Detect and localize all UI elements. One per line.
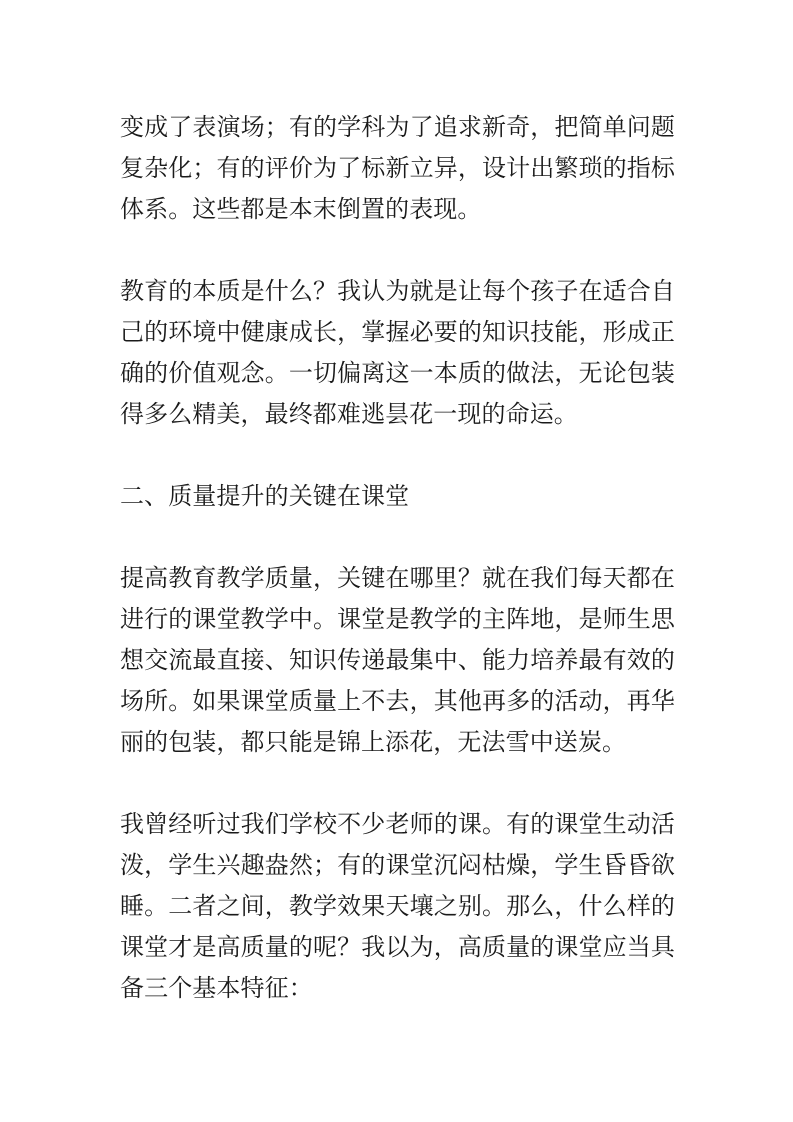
section-heading: 二、质量提升的关键在课堂 (120, 483, 410, 510)
body-paragraph-3: 提高教育教学质量，关键在哪里？就在我们每天都在进行的课堂教学中。课堂是教学的主阵地，是师生思想交流最直接、知识传递最集中、能力培养最有效的场所。如果课堂质量上不去，其他再多的活动，再华丽的包装，都只能是锦上添花，无法雪中送炭。 (120, 565, 675, 756)
body-paragraph-1: 变成了表演场；有的学科为了追求新奇，把简单问题复杂化；有的评价为了标新立异，设计出繁琐的指标体系。这些都是本末倒置的表现。 (120, 114, 675, 223)
body-paragraph-4: 我曾经听过我们学校不少老师的课。有的课堂生动活泼，学生兴趣盎然；有的课堂沉闷枯燥，学生昏昏欲睡。二者之间，教学效果天壤之别。那么，什么样的课堂才是高质量的呢？我以为，高质量的课堂应当具备三个基本特征： (120, 811, 675, 1002)
body-paragraph-2: 教育的本质是什么？我认为就是让每个孩子在适合自己的环境中健康成长，掌握必要的知识技能，形成正确的价值观念。一切偏离这一本质的做法，无论包装得多么精美，最终都难逃昙花一现的命运。 (120, 278, 675, 428)
